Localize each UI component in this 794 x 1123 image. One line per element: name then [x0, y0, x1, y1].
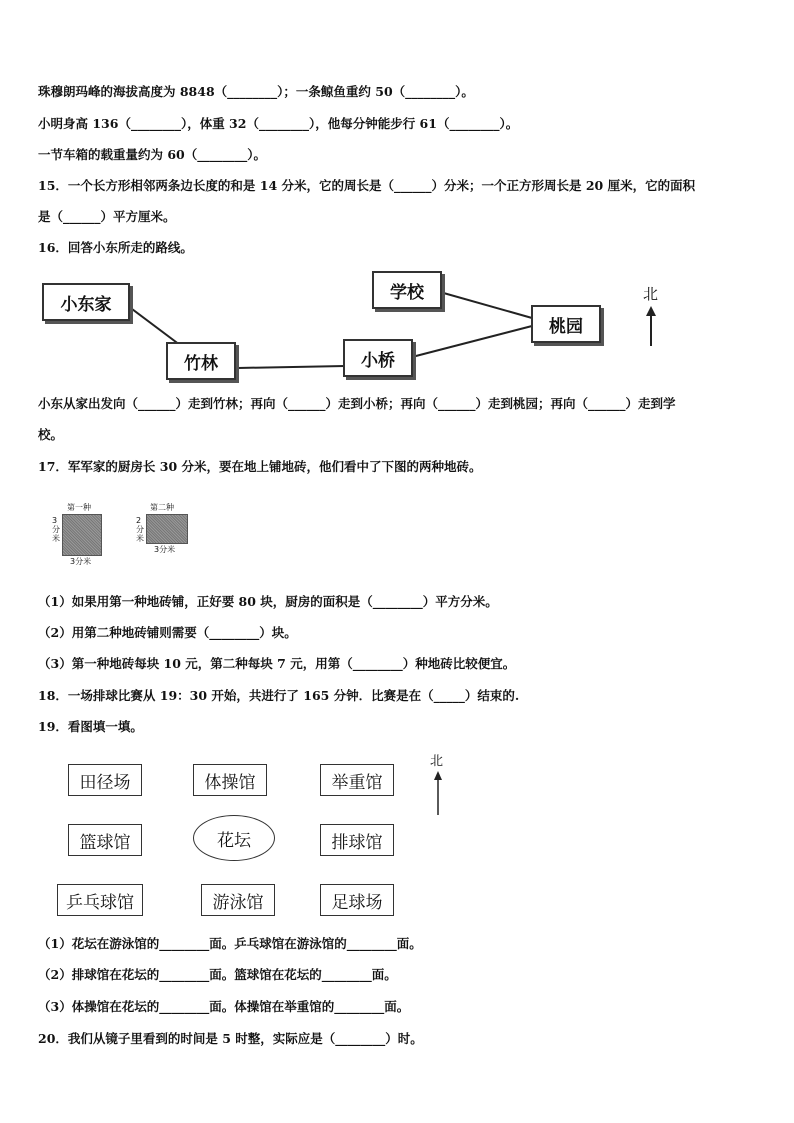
- q16-answer-line-2: 校。: [38, 427, 64, 442]
- venue-weightlifting-hall: 举重馆: [320, 764, 394, 796]
- venue-gymnastics-hall: 体操馆: [193, 764, 267, 796]
- north-label: 北: [643, 285, 659, 303]
- tile-2-side-label: 2 分 米: [136, 516, 144, 543]
- q15-line-1: 15．一个长方形相邻两条边长度的和是 14 分米，它的周长是（______）分米；一个正方形周长是 20 厘米，它的面积: [38, 178, 696, 193]
- q16-answer-line-1: 小东从家出发向（______）走到竹林；再向（______）走到小桥；再向（______）走到桃园；再向（______）走到学: [38, 396, 676, 411]
- venue-football-field: 足球场: [320, 884, 394, 916]
- map-place-bamboo-forest: 竹林: [166, 342, 236, 380]
- q17-sub-2: （2）用第二种地砖铺则需要（________）块。: [38, 625, 297, 640]
- map-place-school: 学校: [372, 271, 442, 309]
- tile-2-title: 第二种: [150, 503, 174, 512]
- q17-sub-1: （1）如果用第一种地砖铺，正好要 80 块，厨房的面积是（________）平方分米。: [38, 594, 498, 609]
- q15-line-2: 是（______）平方厘米。: [38, 209, 176, 224]
- q19-sub-1: （1）花坛在游泳馆的________面。乒乓球馆在游泳馆的________面。: [38, 936, 422, 951]
- q16-prompt: 16．回答小东所走的路线。: [38, 240, 193, 255]
- venue-track-field: 田径场: [68, 764, 142, 796]
- q14-line-2: 小明身高 136（________），体重 32（________），他每分钟能步行 61（________）。: [38, 116, 519, 131]
- tile-1-side-label: 3 分 米: [52, 516, 60, 543]
- venue-volleyball-hall: 排球馆: [320, 824, 394, 856]
- map-place-small-bridge: 小桥: [343, 339, 413, 377]
- tile-1-bottom-label: 3分米: [70, 557, 92, 566]
- tile-1-title: 第一种: [67, 503, 91, 512]
- q18-text: 18．一场排球比赛从 19：30 开始，共进行了 165 分钟．比赛是在（_____）结束的.: [38, 688, 520, 703]
- q14-line-1: 珠穆朗玛峰的海拔高度为 8848（________）；一条鲸鱼重约 50（________）。: [38, 84, 474, 99]
- north-label-2: 北: [430, 754, 444, 769]
- q19-sub-3: （3）体操馆在花坛的________面。体操馆在举重馆的________面。: [38, 999, 410, 1014]
- venue-swimming-hall: 游泳馆: [201, 884, 275, 916]
- venue-table-tennis-hall: 乒乓球馆: [57, 884, 143, 916]
- q17-sub-3: （3）第一种地砖每块 10 元，第二种每块 7 元，用第（________）种地砖比较便宜。: [38, 656, 516, 671]
- q19-prompt: 19．看图填一填。: [38, 719, 143, 734]
- tile-2-bottom-label: 3分米: [154, 545, 176, 554]
- venue-basketball-hall: 篮球馆: [68, 824, 142, 856]
- map-place-peach-garden: 桃园: [531, 305, 601, 343]
- q20-text: 20．我们从镜子里看到的时间是 5 时整，实际应是（________）时。: [38, 1031, 423, 1046]
- q14-line-3: 一节车箱的载重量约为 60（________）。: [38, 147, 266, 162]
- q17-prompt: 17．军军家的厨房长 30 分米，要在地上铺地砖，他们看中了下图的两种地砖。: [38, 459, 482, 474]
- map-place-xiaodong-home: 小东家: [42, 283, 130, 321]
- venue-flower-bed: 花坛: [193, 815, 275, 861]
- q19-sub-2: （2）排球馆在花坛的________面。篮球馆在花坛的________面。: [38, 967, 397, 982]
